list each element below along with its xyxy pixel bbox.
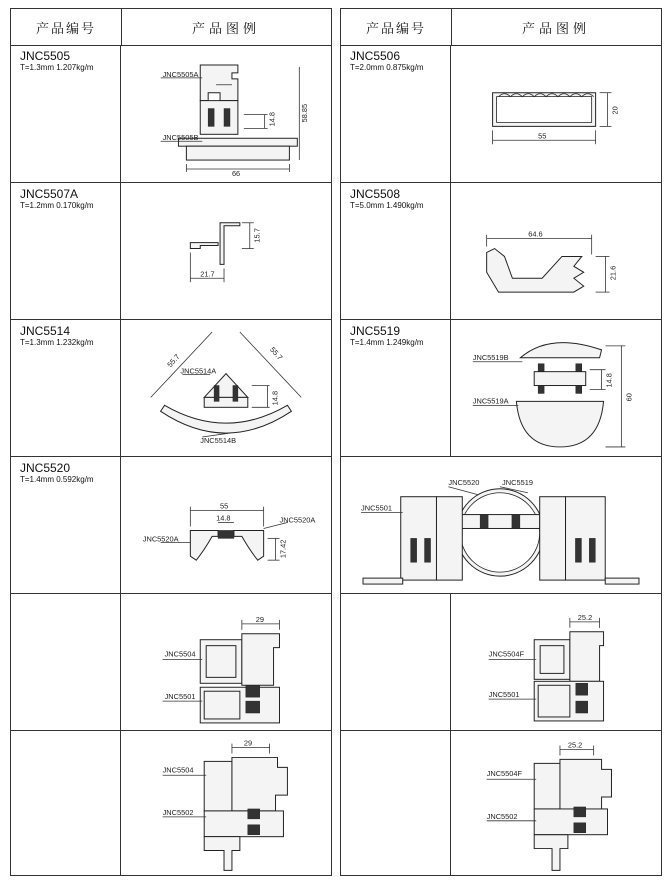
dim-width: 66 (231, 168, 241, 178)
part-label-a: JNC5504 (164, 649, 196, 659)
dim-height: 60 (624, 393, 634, 402)
product-row (341, 320, 661, 457)
product-model: JNC5505 (20, 49, 71, 63)
table-header (341, 9, 661, 46)
profile-drawing-jnc5507a (121, 183, 331, 319)
image-column-header: 产品图例 (191, 21, 260, 37)
assembly-drawing-5504-5502 (121, 731, 331, 875)
dim-width: 29 (243, 738, 253, 748)
dim-gap: 14.8 (216, 513, 231, 523)
product-code-cell (341, 183, 451, 319)
assembly-drawing-5504f-5501 (451, 594, 661, 730)
part-label-a: JNC5505A (162, 69, 199, 79)
dim-left: 55.7 (165, 352, 182, 370)
dim-width: 55 (538, 131, 547, 141)
dim-width: 64.6 (528, 229, 543, 239)
product-row (11, 594, 331, 731)
profile-drawing-jnc5520 (121, 457, 331, 593)
dim-height: 58.85 (300, 103, 310, 123)
part-label-right: JNC5520A (279, 515, 316, 525)
part-label-a: JNC5504 (162, 765, 194, 775)
assembly-drawing-5504-5501 (121, 594, 331, 730)
dim-gap: 14.8 (604, 373, 614, 388)
dim-width: 55 (220, 501, 229, 511)
product-code-cell (341, 320, 451, 456)
product-code-cell (341, 45, 451, 182)
dim-height: 20 (610, 106, 620, 115)
image-column-header: 产品图例 (521, 21, 590, 37)
product-spec: T=1.2mm 0.170kg/m (20, 201, 94, 210)
profile-drawing-jnc5508 (451, 183, 661, 319)
product-model: JNC5520 (20, 461, 71, 475)
product-spec: T=1.4mm 0.592kg/m (20, 475, 94, 484)
assembly-drawing-5520-5519-5501 (341, 457, 661, 593)
assembly-drawing-5504f-5502 (451, 731, 661, 875)
dim-gap: 14.8 (267, 111, 277, 127)
part-label-b: JNC5505B (162, 133, 199, 143)
product-model: JNC5507A (20, 187, 79, 201)
product-spec: T=2.0mm 0.875kg/m (350, 63, 424, 72)
dim-width: 25.2 (567, 740, 583, 750)
dim-width: 25.2 (577, 612, 593, 622)
product-spec: T=5.0mm 1.490kg/m (350, 201, 424, 210)
part-label-a: JNC5514A (180, 366, 217, 376)
product-code-cell (341, 594, 451, 730)
dim-gap: 14.8 (270, 390, 280, 406)
table-header (11, 9, 331, 46)
product-row (11, 731, 331, 875)
product-code-cell (341, 731, 451, 875)
product-code-cell (11, 457, 121, 593)
part-label-a: JNC5504F (488, 649, 525, 659)
product-model: JNC5514 (20, 324, 71, 338)
profile-drawing-jnc5505 (121, 45, 331, 182)
product-spec: T=1.4mm 1.249kg/m (350, 338, 424, 347)
product-code-cell (11, 45, 121, 182)
product-row (11, 45, 331, 183)
product-code-cell (11, 594, 121, 730)
part-label-b: JNC5519 (501, 477, 534, 487)
product-model: JNC5506 (350, 49, 401, 63)
product-row (341, 594, 661, 731)
product-spec: T=1.3mm 1.207kg/m (20, 63, 94, 72)
part-label-b: JNC5501 (488, 690, 520, 700)
part-label-b: JNC5519A (472, 396, 509, 406)
product-spec: T=1.3mm 1.232kg/m (20, 338, 94, 347)
part-label-b: JNC5501 (164, 692, 196, 702)
product-model: JNC5519 (350, 324, 401, 338)
product-row (11, 320, 331, 457)
profile-drawing-jnc5506 (451, 45, 661, 182)
dim-height: 15.7 (252, 228, 262, 243)
part-label-left: JNC5520A (142, 534, 179, 544)
code-column-header: 产品编号 (11, 9, 122, 45)
dim-width: 21.7 (200, 269, 215, 279)
product-row (341, 45, 661, 183)
product-code-cell (11, 731, 121, 875)
product-row (341, 183, 661, 320)
code-column-header: 产品编号 (341, 9, 452, 45)
left-catalog-table (10, 8, 332, 876)
product-row (341, 731, 661, 875)
product-model: JNC5508 (350, 187, 401, 201)
part-label-a: JNC5520 (448, 477, 480, 487)
part-label-c: JNC5501 (361, 503, 393, 513)
product-code-cell (11, 183, 121, 319)
product-code-cell (11, 320, 121, 456)
profile-drawing-jnc5514 (121, 320, 331, 456)
part-label-b: JNC5514B (200, 435, 237, 445)
part-label-a: JNC5504F (486, 769, 523, 779)
dim-width: 29 (255, 614, 264, 624)
product-row (11, 183, 331, 320)
profile-drawing-jnc5519 (451, 320, 661, 456)
dim-right: 55.7 (268, 345, 285, 362)
dim-height: 17.42 (278, 539, 288, 559)
product-row (341, 457, 661, 594)
dim-height: 21.6 (608, 265, 618, 281)
right-catalog-table (340, 8, 662, 876)
product-row (11, 457, 331, 594)
part-label-b: JNC5502 (162, 807, 194, 817)
part-label-a: JNC5519B (472, 352, 509, 362)
part-label-b: JNC5502 (486, 811, 518, 821)
